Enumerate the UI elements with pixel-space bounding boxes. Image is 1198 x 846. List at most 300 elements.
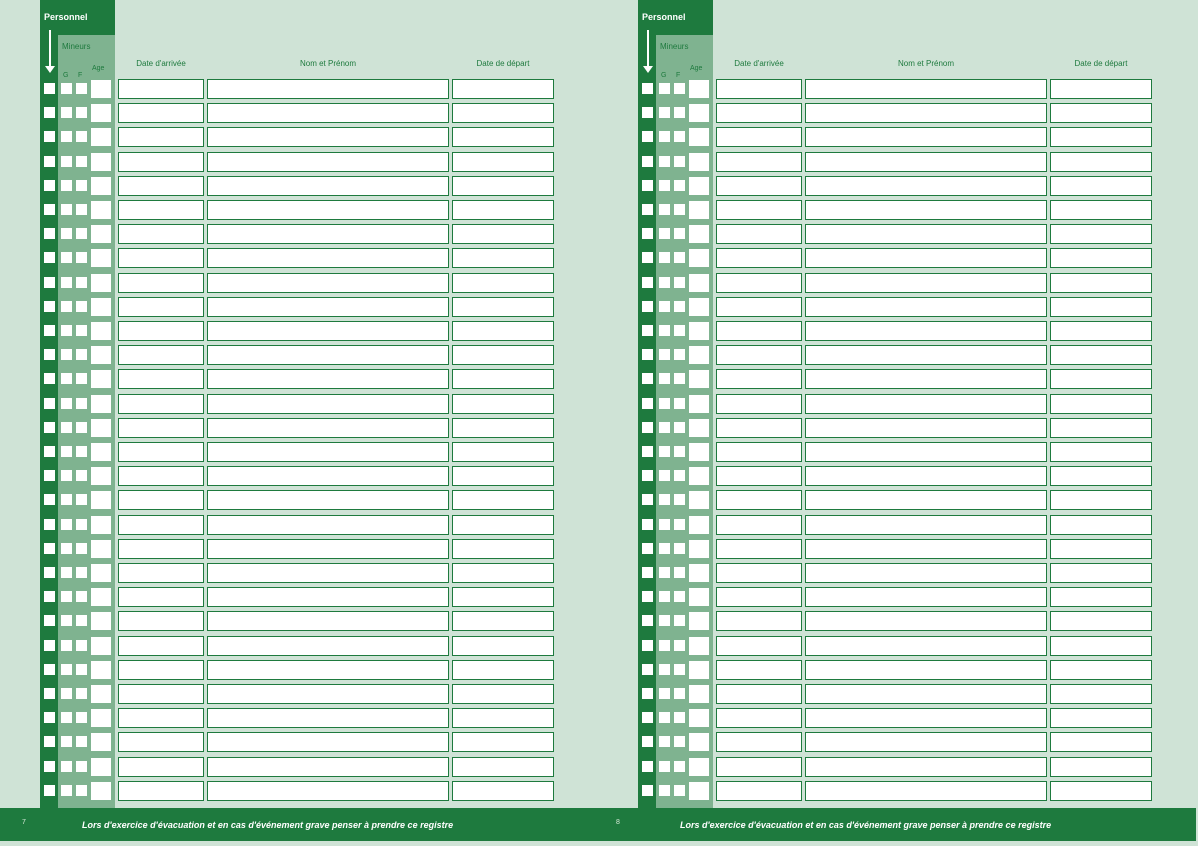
f-checkbox[interactable] <box>76 567 87 578</box>
g-checkbox[interactable] <box>61 664 72 675</box>
age-field[interactable] <box>91 249 111 267</box>
f-checkbox[interactable] <box>674 446 685 457</box>
date-arrivee-field[interactable] <box>716 660 802 680</box>
date-depart-field[interactable] <box>1050 200 1152 220</box>
f-checkbox[interactable] <box>674 785 685 796</box>
nom-prenom-field[interactable] <box>805 418 1047 438</box>
age-field[interactable] <box>689 274 709 292</box>
date-depart-field[interactable] <box>452 394 554 414</box>
date-depart-field[interactable] <box>1050 611 1152 631</box>
date-arrivee-field[interactable] <box>716 418 802 438</box>
age-field[interactable] <box>91 733 111 751</box>
f-checkbox[interactable] <box>76 107 87 118</box>
date-arrivee-field[interactable] <box>716 684 802 704</box>
age-field[interactable] <box>91 370 111 388</box>
g-checkbox[interactable] <box>61 325 72 336</box>
age-field[interactable] <box>91 709 111 727</box>
g-checkbox[interactable] <box>659 398 670 409</box>
date-depart-field[interactable] <box>1050 345 1152 365</box>
f-checkbox[interactable] <box>76 252 87 263</box>
date-arrivee-field[interactable] <box>716 79 802 99</box>
date-depart-field[interactable] <box>1050 539 1152 559</box>
personnel-checkbox[interactable] <box>642 736 653 747</box>
personnel-checkbox[interactable] <box>642 615 653 626</box>
g-checkbox[interactable] <box>61 156 72 167</box>
date-arrivee-field[interactable] <box>118 515 204 535</box>
g-checkbox[interactable] <box>659 228 670 239</box>
nom-prenom-field[interactable] <box>207 611 449 631</box>
personnel-checkbox[interactable] <box>642 688 653 699</box>
nom-prenom-field[interactable] <box>207 394 449 414</box>
g-checkbox[interactable] <box>61 688 72 699</box>
date-depart-field[interactable] <box>452 636 554 656</box>
date-arrivee-field[interactable] <box>716 273 802 293</box>
personnel-checkbox[interactable] <box>642 785 653 796</box>
nom-prenom-field[interactable] <box>805 79 1047 99</box>
f-checkbox[interactable] <box>76 83 87 94</box>
personnel-checkbox[interactable] <box>44 519 55 530</box>
personnel-checkbox[interactable] <box>642 180 653 191</box>
age-field[interactable] <box>689 346 709 364</box>
g-checkbox[interactable] <box>659 107 670 118</box>
date-depart-field[interactable] <box>452 152 554 172</box>
date-depart-field[interactable] <box>452 539 554 559</box>
f-checkbox[interactable] <box>674 688 685 699</box>
personnel-checkbox[interactable] <box>44 543 55 554</box>
age-field[interactable] <box>91 153 111 171</box>
nom-prenom-field[interactable] <box>207 684 449 704</box>
g-checkbox[interactable] <box>61 567 72 578</box>
age-field[interactable] <box>689 709 709 727</box>
age-field[interactable] <box>689 661 709 679</box>
age-field[interactable] <box>689 588 709 606</box>
date-arrivee-field[interactable] <box>118 103 204 123</box>
age-field[interactable] <box>91 419 111 437</box>
f-checkbox[interactable] <box>76 712 87 723</box>
f-checkbox[interactable] <box>76 422 87 433</box>
age-field[interactable] <box>689 564 709 582</box>
date-arrivee-field[interactable] <box>716 757 802 777</box>
nom-prenom-field[interactable] <box>207 539 449 559</box>
nom-prenom-field[interactable] <box>207 708 449 728</box>
nom-prenom-field[interactable] <box>207 345 449 365</box>
date-depart-field[interactable] <box>452 660 554 680</box>
age-field[interactable] <box>91 395 111 413</box>
f-checkbox[interactable] <box>674 567 685 578</box>
g-checkbox[interactable] <box>61 785 72 796</box>
age-field[interactable] <box>91 467 111 485</box>
nom-prenom-field[interactable] <box>805 394 1047 414</box>
f-checkbox[interactable] <box>76 398 87 409</box>
g-checkbox[interactable] <box>61 736 72 747</box>
date-depart-field[interactable] <box>1050 781 1152 801</box>
g-checkbox[interactable] <box>61 204 72 215</box>
personnel-checkbox[interactable] <box>44 446 55 457</box>
age-field[interactable] <box>91 758 111 776</box>
f-checkbox[interactable] <box>76 446 87 457</box>
g-checkbox[interactable] <box>659 712 670 723</box>
nom-prenom-field[interactable] <box>207 200 449 220</box>
age-field[interactable] <box>91 225 111 243</box>
age-field[interactable] <box>91 588 111 606</box>
date-arrivee-field[interactable] <box>716 587 802 607</box>
nom-prenom-field[interactable] <box>207 466 449 486</box>
g-checkbox[interactable] <box>61 494 72 505</box>
date-depart-field[interactable] <box>452 466 554 486</box>
f-checkbox[interactable] <box>674 736 685 747</box>
personnel-checkbox[interactable] <box>642 761 653 772</box>
date-arrivee-field[interactable] <box>716 176 802 196</box>
personnel-checkbox[interactable] <box>44 736 55 747</box>
date-arrivee-field[interactable] <box>716 200 802 220</box>
personnel-checkbox[interactable] <box>642 156 653 167</box>
f-checkbox[interactable] <box>674 422 685 433</box>
date-arrivee-field[interactable] <box>716 539 802 559</box>
date-depart-field[interactable] <box>1050 732 1152 752</box>
age-field[interactable] <box>91 564 111 582</box>
date-arrivee-field[interactable] <box>716 781 802 801</box>
date-depart-field[interactable] <box>1050 79 1152 99</box>
personnel-checkbox[interactable] <box>642 470 653 481</box>
personnel-checkbox[interactable] <box>642 83 653 94</box>
date-depart-field[interactable] <box>452 248 554 268</box>
date-arrivee-field[interactable] <box>716 297 802 317</box>
age-field[interactable] <box>689 80 709 98</box>
nom-prenom-field[interactable] <box>207 587 449 607</box>
nom-prenom-field[interactable] <box>805 539 1047 559</box>
personnel-checkbox[interactable] <box>44 228 55 239</box>
nom-prenom-field[interactable] <box>207 152 449 172</box>
age-field[interactable] <box>689 516 709 534</box>
nom-prenom-field[interactable] <box>805 176 1047 196</box>
date-depart-field[interactable] <box>1050 273 1152 293</box>
personnel-checkbox[interactable] <box>44 252 55 263</box>
nom-prenom-field[interactable] <box>805 781 1047 801</box>
date-arrivee-field[interactable] <box>118 636 204 656</box>
date-depart-field[interactable] <box>1050 224 1152 244</box>
personnel-checkbox[interactable] <box>642 373 653 384</box>
date-arrivee-field[interactable] <box>716 708 802 728</box>
date-depart-field[interactable] <box>452 587 554 607</box>
date-arrivee-field[interactable] <box>716 732 802 752</box>
personnel-checkbox[interactable] <box>642 349 653 360</box>
age-field[interactable] <box>689 733 709 751</box>
date-arrivee-field[interactable] <box>118 79 204 99</box>
date-arrivee-field[interactable] <box>716 369 802 389</box>
personnel-checkbox[interactable] <box>642 204 653 215</box>
personnel-checkbox[interactable] <box>44 398 55 409</box>
age-field[interactable] <box>689 491 709 509</box>
f-checkbox[interactable] <box>76 543 87 554</box>
nom-prenom-field[interactable] <box>207 781 449 801</box>
nom-prenom-field[interactable] <box>805 321 1047 341</box>
personnel-checkbox[interactable] <box>44 664 55 675</box>
g-checkbox[interactable] <box>659 349 670 360</box>
age-field[interactable] <box>689 370 709 388</box>
f-checkbox[interactable] <box>674 107 685 118</box>
personnel-checkbox[interactable] <box>642 494 653 505</box>
age-field[interactable] <box>91 443 111 461</box>
f-checkbox[interactable] <box>674 761 685 772</box>
personnel-checkbox[interactable] <box>44 83 55 94</box>
date-depart-field[interactable] <box>1050 708 1152 728</box>
date-arrivee-field[interactable] <box>118 345 204 365</box>
age-field[interactable] <box>689 128 709 146</box>
nom-prenom-field[interactable] <box>805 297 1047 317</box>
personnel-checkbox[interactable] <box>44 470 55 481</box>
g-checkbox[interactable] <box>61 277 72 288</box>
nom-prenom-field[interactable] <box>207 563 449 583</box>
personnel-checkbox[interactable] <box>44 422 55 433</box>
f-checkbox[interactable] <box>76 349 87 360</box>
f-checkbox[interactable] <box>674 712 685 723</box>
age-field[interactable] <box>91 661 111 679</box>
f-checkbox[interactable] <box>674 591 685 602</box>
nom-prenom-field[interactable] <box>805 248 1047 268</box>
date-arrivee-field[interactable] <box>118 611 204 631</box>
age-field[interactable] <box>91 637 111 655</box>
date-arrivee-field[interactable] <box>118 152 204 172</box>
age-field[interactable] <box>91 104 111 122</box>
date-depart-field[interactable] <box>1050 490 1152 510</box>
personnel-checkbox[interactable] <box>44 204 55 215</box>
age-field[interactable] <box>91 346 111 364</box>
date-arrivee-field[interactable] <box>118 200 204 220</box>
date-arrivee-field[interactable] <box>118 587 204 607</box>
date-arrivee-field[interactable] <box>118 176 204 196</box>
nom-prenom-field[interactable] <box>805 732 1047 752</box>
date-arrivee-field[interactable] <box>118 563 204 583</box>
date-arrivee-field[interactable] <box>118 490 204 510</box>
nom-prenom-field[interactable] <box>207 418 449 438</box>
g-checkbox[interactable] <box>659 83 670 94</box>
date-arrivee-field[interactable] <box>118 273 204 293</box>
date-depart-field[interactable] <box>452 781 554 801</box>
date-arrivee-field[interactable] <box>118 224 204 244</box>
personnel-checkbox[interactable] <box>44 761 55 772</box>
g-checkbox[interactable] <box>659 664 670 675</box>
date-depart-field[interactable] <box>1050 152 1152 172</box>
nom-prenom-field[interactable] <box>805 369 1047 389</box>
personnel-checkbox[interactable] <box>642 107 653 118</box>
nom-prenom-field[interactable] <box>805 708 1047 728</box>
age-field[interactable] <box>91 540 111 558</box>
personnel-checkbox[interactable] <box>642 543 653 554</box>
date-arrivee-field[interactable] <box>118 684 204 704</box>
g-checkbox[interactable] <box>659 785 670 796</box>
f-checkbox[interactable] <box>76 204 87 215</box>
date-depart-field[interactable] <box>1050 394 1152 414</box>
date-depart-field[interactable] <box>452 732 554 752</box>
personnel-checkbox[interactable] <box>642 131 653 142</box>
g-checkbox[interactable] <box>659 156 670 167</box>
f-checkbox[interactable] <box>674 640 685 651</box>
date-arrivee-field[interactable] <box>118 127 204 147</box>
date-arrivee-field[interactable] <box>716 127 802 147</box>
f-checkbox[interactable] <box>76 494 87 505</box>
date-arrivee-field[interactable] <box>118 321 204 341</box>
nom-prenom-field[interactable] <box>207 515 449 535</box>
date-arrivee-field[interactable] <box>118 394 204 414</box>
date-arrivee-field[interactable] <box>716 490 802 510</box>
f-checkbox[interactable] <box>674 180 685 191</box>
nom-prenom-field[interactable] <box>805 660 1047 680</box>
g-checkbox[interactable] <box>61 446 72 457</box>
nom-prenom-field[interactable] <box>805 200 1047 220</box>
date-depart-field[interactable] <box>452 684 554 704</box>
f-checkbox[interactable] <box>76 131 87 142</box>
f-checkbox[interactable] <box>76 301 87 312</box>
personnel-checkbox[interactable] <box>44 349 55 360</box>
g-checkbox[interactable] <box>61 373 72 384</box>
nom-prenom-field[interactable] <box>805 684 1047 704</box>
g-checkbox[interactable] <box>659 325 670 336</box>
f-checkbox[interactable] <box>76 615 87 626</box>
personnel-checkbox[interactable] <box>44 277 55 288</box>
g-checkbox[interactable] <box>659 470 670 481</box>
personnel-checkbox[interactable] <box>642 398 653 409</box>
date-arrivee-field[interactable] <box>118 248 204 268</box>
g-checkbox[interactable] <box>61 615 72 626</box>
date-depart-field[interactable] <box>1050 563 1152 583</box>
nom-prenom-field[interactable] <box>805 345 1047 365</box>
date-arrivee-field[interactable] <box>118 732 204 752</box>
g-checkbox[interactable] <box>659 180 670 191</box>
nom-prenom-field[interactable] <box>207 297 449 317</box>
g-checkbox[interactable] <box>61 591 72 602</box>
personnel-checkbox[interactable] <box>44 567 55 578</box>
age-field[interactable] <box>91 201 111 219</box>
age-field[interactable] <box>689 153 709 171</box>
g-checkbox[interactable] <box>659 543 670 554</box>
personnel-checkbox[interactable] <box>44 688 55 699</box>
g-checkbox[interactable] <box>61 712 72 723</box>
date-arrivee-field[interactable] <box>716 611 802 631</box>
age-field[interactable] <box>91 782 111 800</box>
nom-prenom-field[interactable] <box>207 176 449 196</box>
personnel-checkbox[interactable] <box>642 567 653 578</box>
age-field[interactable] <box>91 177 111 195</box>
date-depart-field[interactable] <box>452 563 554 583</box>
date-depart-field[interactable] <box>452 200 554 220</box>
date-arrivee-field[interactable] <box>118 466 204 486</box>
date-depart-field[interactable] <box>452 224 554 244</box>
nom-prenom-field[interactable] <box>207 369 449 389</box>
age-field[interactable] <box>689 612 709 630</box>
date-depart-field[interactable] <box>452 321 554 341</box>
f-checkbox[interactable] <box>76 228 87 239</box>
nom-prenom-field[interactable] <box>207 79 449 99</box>
f-checkbox[interactable] <box>674 470 685 481</box>
personnel-checkbox[interactable] <box>642 252 653 263</box>
date-arrivee-field[interactable] <box>118 757 204 777</box>
date-arrivee-field[interactable] <box>716 103 802 123</box>
date-arrivee-field[interactable] <box>716 636 802 656</box>
g-checkbox[interactable] <box>659 640 670 651</box>
date-depart-field[interactable] <box>452 345 554 365</box>
date-depart-field[interactable] <box>1050 515 1152 535</box>
date-depart-field[interactable] <box>452 757 554 777</box>
date-arrivee-field[interactable] <box>716 394 802 414</box>
f-checkbox[interactable] <box>76 640 87 651</box>
nom-prenom-field[interactable] <box>805 273 1047 293</box>
age-field[interactable] <box>689 395 709 413</box>
date-depart-field[interactable] <box>452 79 554 99</box>
g-checkbox[interactable] <box>61 131 72 142</box>
g-checkbox[interactable] <box>61 301 72 312</box>
g-checkbox[interactable] <box>61 640 72 651</box>
nom-prenom-field[interactable] <box>805 515 1047 535</box>
g-checkbox[interactable] <box>61 349 72 360</box>
age-field[interactable] <box>689 443 709 461</box>
date-depart-field[interactable] <box>1050 321 1152 341</box>
personnel-checkbox[interactable] <box>44 373 55 384</box>
f-checkbox[interactable] <box>76 785 87 796</box>
age-field[interactable] <box>91 298 111 316</box>
nom-prenom-field[interactable] <box>805 103 1047 123</box>
g-checkbox[interactable] <box>61 107 72 118</box>
nom-prenom-field[interactable] <box>805 490 1047 510</box>
g-checkbox[interactable] <box>61 519 72 530</box>
personnel-checkbox[interactable] <box>642 446 653 457</box>
g-checkbox[interactable] <box>659 446 670 457</box>
date-depart-field[interactable] <box>1050 248 1152 268</box>
f-checkbox[interactable] <box>674 519 685 530</box>
date-depart-field[interactable] <box>1050 127 1152 147</box>
date-arrivee-field[interactable] <box>716 224 802 244</box>
date-depart-field[interactable] <box>1050 176 1152 196</box>
g-checkbox[interactable] <box>659 615 670 626</box>
personnel-checkbox[interactable] <box>642 301 653 312</box>
date-depart-field[interactable] <box>452 708 554 728</box>
nom-prenom-field[interactable] <box>207 757 449 777</box>
g-checkbox[interactable] <box>659 688 670 699</box>
date-depart-field[interactable] <box>1050 297 1152 317</box>
personnel-checkbox[interactable] <box>642 277 653 288</box>
date-arrivee-field[interactable] <box>118 539 204 559</box>
date-depart-field[interactable] <box>452 273 554 293</box>
age-field[interactable] <box>91 274 111 292</box>
f-checkbox[interactable] <box>674 131 685 142</box>
personnel-checkbox[interactable] <box>642 591 653 602</box>
personnel-checkbox[interactable] <box>44 180 55 191</box>
nom-prenom-field[interactable] <box>207 103 449 123</box>
nom-prenom-field[interactable] <box>805 757 1047 777</box>
date-depart-field[interactable] <box>1050 369 1152 389</box>
date-depart-field[interactable] <box>452 176 554 196</box>
personnel-checkbox[interactable] <box>642 422 653 433</box>
f-checkbox[interactable] <box>76 664 87 675</box>
age-field[interactable] <box>689 685 709 703</box>
date-depart-field[interactable] <box>1050 587 1152 607</box>
personnel-checkbox[interactable] <box>44 615 55 626</box>
f-checkbox[interactable] <box>674 228 685 239</box>
g-checkbox[interactable] <box>61 761 72 772</box>
date-depart-field[interactable] <box>1050 103 1152 123</box>
date-depart-field[interactable] <box>452 103 554 123</box>
date-arrivee-field[interactable] <box>716 321 802 341</box>
f-checkbox[interactable] <box>674 325 685 336</box>
date-arrivee-field[interactable] <box>118 369 204 389</box>
nom-prenom-field[interactable] <box>207 490 449 510</box>
f-checkbox[interactable] <box>76 180 87 191</box>
f-checkbox[interactable] <box>674 664 685 675</box>
age-field[interactable] <box>689 249 709 267</box>
nom-prenom-field[interactable] <box>805 563 1047 583</box>
g-checkbox[interactable] <box>659 591 670 602</box>
g-checkbox[interactable] <box>61 398 72 409</box>
personnel-checkbox[interactable] <box>642 325 653 336</box>
